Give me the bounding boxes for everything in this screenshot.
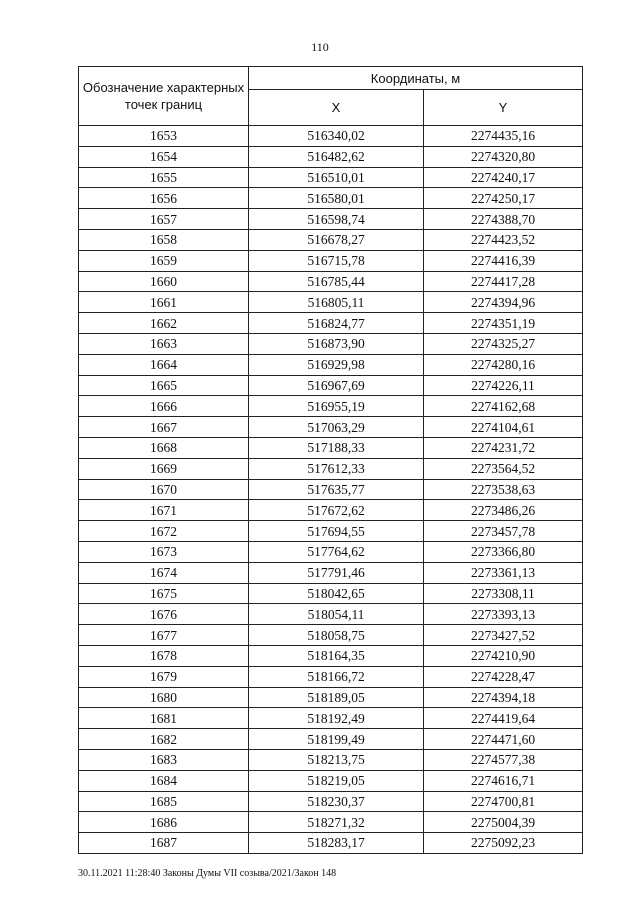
y-cell: 2274240,17 <box>424 167 583 188</box>
y-cell: 2274700,81 <box>424 791 583 812</box>
point-cell: 1653 <box>79 126 249 147</box>
x-cell: 518283,17 <box>249 833 424 854</box>
point-cell: 1680 <box>79 687 249 708</box>
point-cell: 1672 <box>79 521 249 542</box>
y-cell: 2274394,18 <box>424 687 583 708</box>
y-cell: 2274210,90 <box>424 645 583 666</box>
point-cell: 1671 <box>79 500 249 521</box>
point-cell: 1664 <box>79 354 249 375</box>
x-cell: 518164,35 <box>249 645 424 666</box>
point-cell: 1687 <box>79 833 249 854</box>
table-row <box>79 188 583 209</box>
table-row <box>79 479 583 500</box>
table-row <box>79 583 583 604</box>
x-cell: 516598,74 <box>249 209 424 230</box>
table-row <box>79 500 583 521</box>
y-cell: 2273538,63 <box>424 479 583 500</box>
x-cell: 516340,02 <box>249 126 424 147</box>
point-cell: 1666 <box>79 396 249 417</box>
x-cell: 518199,49 <box>249 729 424 750</box>
y-cell: 2273393,13 <box>424 604 583 625</box>
table-row <box>79 770 583 791</box>
point-cell: 1665 <box>79 375 249 396</box>
x-cell: 517188,33 <box>249 437 424 458</box>
coordinates-header: Координаты, м <box>249 67 583 90</box>
x-cell: 516715,78 <box>249 250 424 271</box>
point-cell: 1686 <box>79 812 249 833</box>
x-column-header: X <box>249 90 424 126</box>
y-cell: 2274351,19 <box>424 313 583 334</box>
y-cell: 2273486,26 <box>424 500 583 521</box>
table-row <box>79 209 583 230</box>
x-cell: 516873,90 <box>249 333 424 354</box>
table-row <box>79 292 583 313</box>
y-cell: 2273366,80 <box>424 541 583 562</box>
point-cell: 1684 <box>79 770 249 791</box>
table-row <box>79 167 583 188</box>
y-cell: 2274417,28 <box>424 271 583 292</box>
table-row <box>79 354 583 375</box>
y-cell: 2274423,52 <box>424 229 583 250</box>
point-cell: 1668 <box>79 437 249 458</box>
x-cell: 516824,77 <box>249 313 424 334</box>
x-cell: 518054,11 <box>249 604 424 625</box>
table-row <box>79 250 583 271</box>
x-cell: 516955,19 <box>249 396 424 417</box>
point-cell: 1683 <box>79 749 249 770</box>
x-cell: 517672,62 <box>249 500 424 521</box>
x-cell: 516785,44 <box>249 271 424 292</box>
point-column-header: Обозначение характерных точек границ <box>79 67 249 126</box>
y-cell: 2274226,11 <box>424 375 583 396</box>
table-row <box>79 396 583 417</box>
point-cell: 1677 <box>79 625 249 646</box>
x-cell: 516929,98 <box>249 354 424 375</box>
x-cell: 518192,49 <box>249 708 424 729</box>
table-row <box>79 458 583 479</box>
table-row <box>79 791 583 812</box>
table-row <box>79 625 583 646</box>
x-cell: 517063,29 <box>249 417 424 438</box>
x-cell: 516580,01 <box>249 188 424 209</box>
table-row <box>79 437 583 458</box>
table-row <box>79 833 583 854</box>
table-row <box>79 229 583 250</box>
point-cell: 1678 <box>79 645 249 666</box>
x-cell: 518219,05 <box>249 770 424 791</box>
page-number: 110 <box>311 40 329 54</box>
point-cell: 1654 <box>79 146 249 167</box>
table-row <box>79 812 583 833</box>
coordinates-table <box>78 66 583 854</box>
x-cell: 518042,65 <box>249 583 424 604</box>
y-cell: 2275092,23 <box>424 833 583 854</box>
y-cell: 2273457,78 <box>424 521 583 542</box>
y-cell: 2274104,61 <box>424 417 583 438</box>
y-cell: 2274471,60 <box>424 729 583 750</box>
x-cell: 517635,77 <box>249 479 424 500</box>
x-cell: 516678,27 <box>249 229 424 250</box>
x-cell: 517612,33 <box>249 458 424 479</box>
table-row <box>79 541 583 562</box>
point-cell: 1658 <box>79 229 249 250</box>
point-cell: 1670 <box>79 479 249 500</box>
y-cell: 2274320,80 <box>424 146 583 167</box>
table-row <box>79 313 583 334</box>
table-row <box>79 126 583 147</box>
point-cell: 1681 <box>79 708 249 729</box>
point-cell: 1655 <box>79 167 249 188</box>
point-cell: 1663 <box>79 333 249 354</box>
y-cell: 2274228,47 <box>424 666 583 687</box>
x-cell: 516510,01 <box>249 167 424 188</box>
table-row <box>79 375 583 396</box>
table-row <box>79 417 583 438</box>
x-cell: 518166,72 <box>249 666 424 687</box>
point-cell: 1661 <box>79 292 249 313</box>
y-cell: 2273427,52 <box>424 625 583 646</box>
y-cell: 2273564,52 <box>424 458 583 479</box>
point-cell: 1657 <box>79 209 249 230</box>
table-row <box>79 604 583 625</box>
x-cell: 516967,69 <box>249 375 424 396</box>
table-row <box>79 645 583 666</box>
x-cell: 518058,75 <box>249 625 424 646</box>
point-cell: 1660 <box>79 271 249 292</box>
table-row <box>79 666 583 687</box>
table-row <box>79 521 583 542</box>
y-cell: 2274577,38 <box>424 749 583 770</box>
y-cell: 2275004,39 <box>424 812 583 833</box>
y-cell: 2274616,71 <box>424 770 583 791</box>
y-cell: 2274394,96 <box>424 292 583 313</box>
table-row <box>79 729 583 750</box>
table-row <box>79 749 583 770</box>
x-cell: 518189,05 <box>249 687 424 708</box>
table-row <box>79 271 583 292</box>
point-cell: 1669 <box>79 458 249 479</box>
table-body <box>79 126 583 854</box>
x-cell: 516805,11 <box>249 292 424 313</box>
y-cell: 2274419,64 <box>424 708 583 729</box>
y-cell: 2273361,13 <box>424 562 583 583</box>
table-row <box>79 708 583 729</box>
table-row <box>79 333 583 354</box>
table-row <box>79 687 583 708</box>
y-cell: 2274162,68 <box>424 396 583 417</box>
table-header <box>79 67 583 126</box>
y-column-header: Y <box>424 90 583 126</box>
x-cell: 517764,62 <box>249 541 424 562</box>
y-cell: 2274388,70 <box>424 209 583 230</box>
point-cell: 1685 <box>79 791 249 812</box>
y-cell: 2274250,17 <box>424 188 583 209</box>
x-cell: 518271,32 <box>249 812 424 833</box>
point-cell: 1673 <box>79 541 249 562</box>
point-cell: 1662 <box>79 313 249 334</box>
point-cell: 1656 <box>79 188 249 209</box>
table-row <box>79 562 583 583</box>
x-cell: 517791,46 <box>249 562 424 583</box>
y-cell: 2274325,27 <box>424 333 583 354</box>
y-cell: 2273308,11 <box>424 583 583 604</box>
point-cell: 1675 <box>79 583 249 604</box>
x-cell: 516482,62 <box>249 146 424 167</box>
point-cell: 1679 <box>79 666 249 687</box>
point-cell: 1676 <box>79 604 249 625</box>
point-cell: 1667 <box>79 417 249 438</box>
y-cell: 2274231,72 <box>424 437 583 458</box>
x-cell: 518213,75 <box>249 749 424 770</box>
y-cell: 2274416,39 <box>424 250 583 271</box>
x-cell: 518230,37 <box>249 791 424 812</box>
table-row <box>79 146 583 167</box>
point-cell: 1682 <box>79 729 249 750</box>
x-cell: 517694,55 <box>249 521 424 542</box>
point-cell: 1659 <box>79 250 249 271</box>
point-cell: 1674 <box>79 562 249 583</box>
y-cell: 2274280,16 <box>424 354 583 375</box>
document-footer: 30.11.2021 11:28:40 Законы Думы VII созыва/2021/Закон 148 <box>78 868 337 879</box>
y-cell: 2274435,16 <box>424 126 583 147</box>
